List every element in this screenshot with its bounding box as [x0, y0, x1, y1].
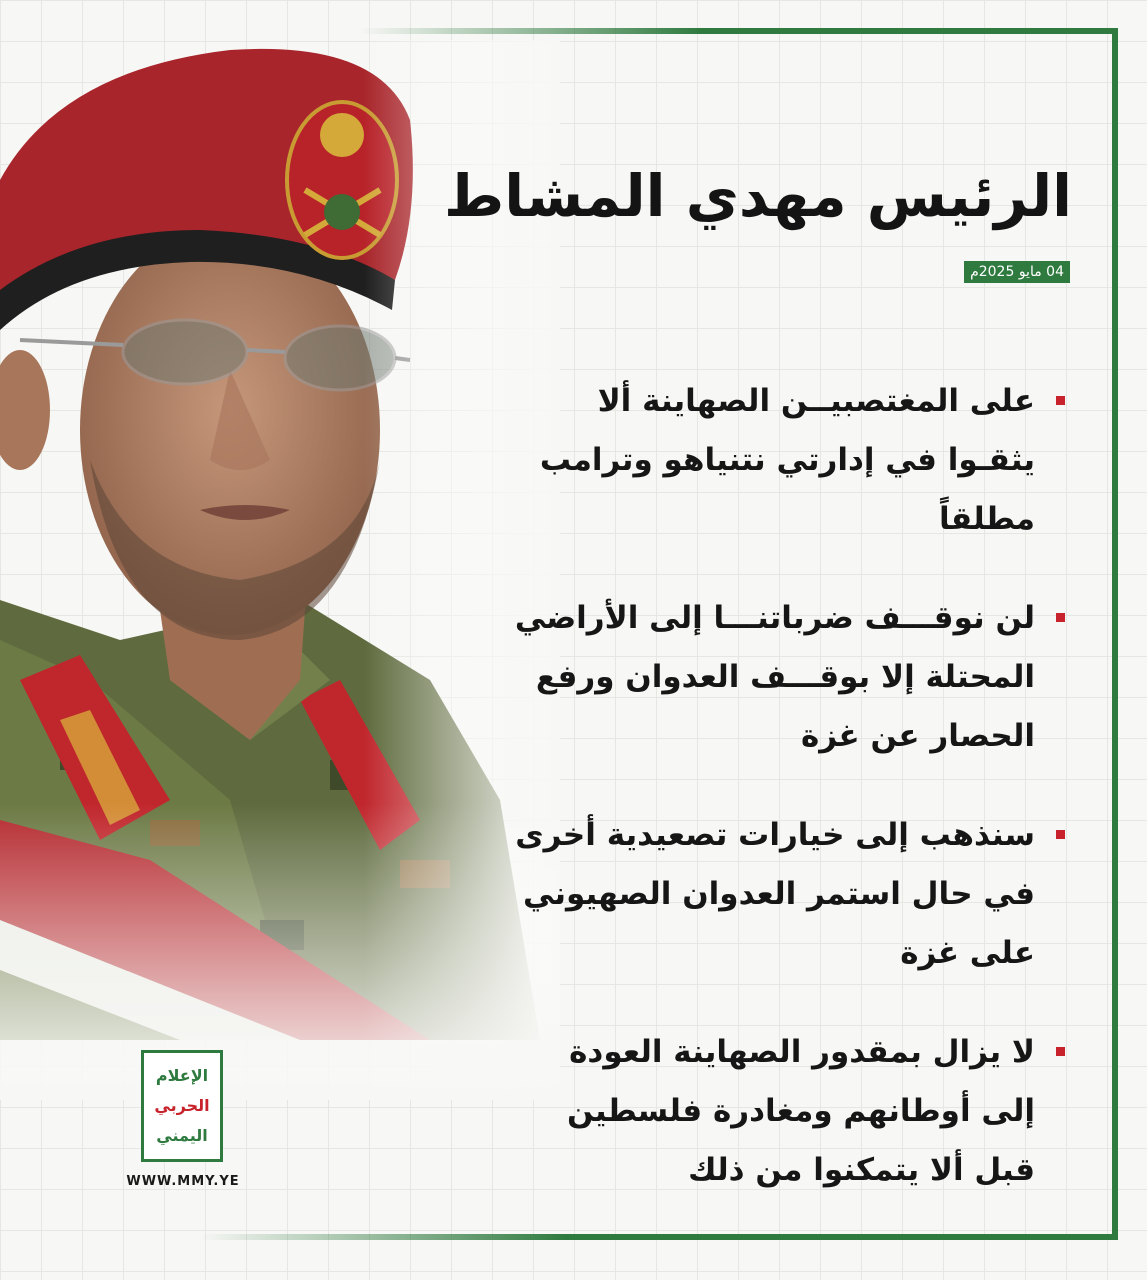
- quote-item: [505, 589, 1065, 766]
- media-logo: [141, 1050, 223, 1162]
- quotes-list: [505, 372, 1065, 1200]
- square-bullet-icon: [1056, 1047, 1065, 1056]
- quote-item: [505, 372, 1065, 549]
- quote-item: [505, 1023, 1065, 1200]
- quote-text: لا يزال بمقدور الصهاينة العودة إلى أوطانهم ومغادرة فلسطين قبل ألا يتمكنوا من ذلك: [566, 1034, 1035, 1188]
- quote-text: على المغتصبيــن الصهاينة ألا يثقـوا في إدارتي نتنياهو وترامب مطلقاً: [539, 383, 1035, 537]
- date-badge: 04 مايو 2025م: [964, 261, 1070, 283]
- frame-right-line: [1112, 28, 1118, 1240]
- quote-item: [505, 806, 1065, 983]
- logo-line-3: اليمني: [156, 1126, 208, 1145]
- page-title: الرئيس مهدي المشاط: [443, 162, 1072, 230]
- square-bullet-icon: [1056, 830, 1065, 839]
- frame-bottom-line: [200, 1234, 1118, 1240]
- square-bullet-icon: [1056, 613, 1065, 622]
- frame-top-line: [360, 28, 1118, 34]
- logo-line-1: الإعلام: [155, 1066, 209, 1085]
- square-bullet-icon: [1056, 396, 1065, 405]
- quote-text: لن نوقـــف ضرباتنـــا إلى الأراضي المحتلة إلا بوقـــف العدوان ورفع الحصار عن غزة: [514, 600, 1035, 754]
- quote-text: سنذهب إلى خيارات تصعيدية أخرى في حال استمر العدوان الصهيوني على غزة: [515, 817, 1035, 971]
- logo-line-2: الحربي: [154, 1096, 210, 1115]
- website-url[interactable]: WWW.MMY.YE: [126, 1174, 240, 1189]
